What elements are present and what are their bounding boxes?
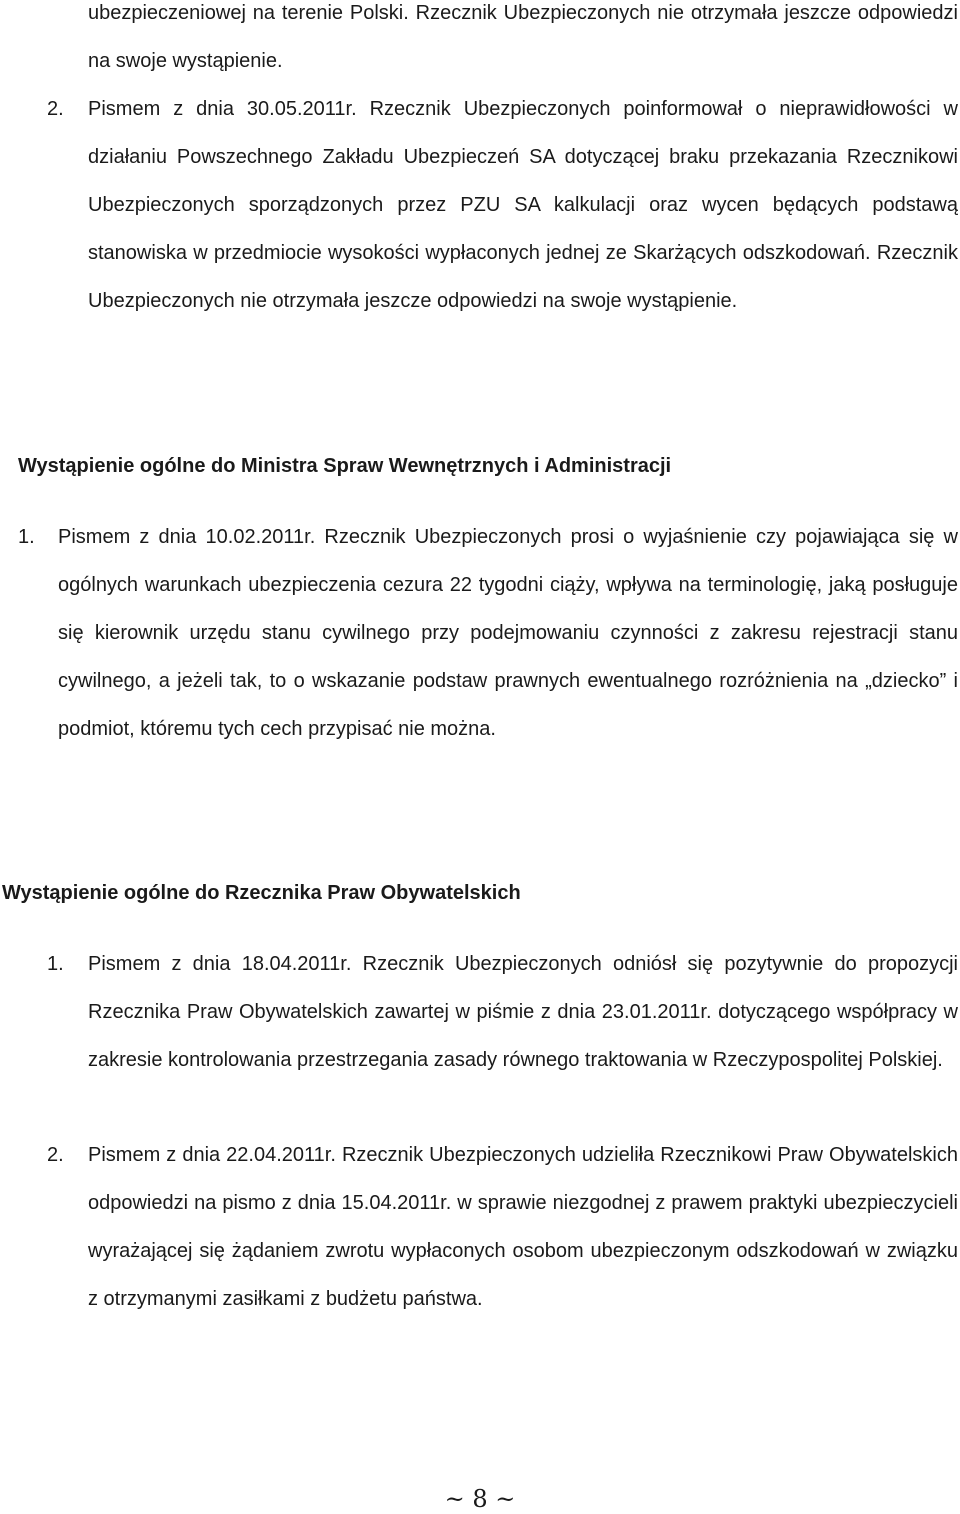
list-item-number: 2.	[47, 98, 64, 120]
list-item-number: 1.	[18, 526, 35, 548]
list-item-text: Pismem z dnia 22.04.2011r. Rzecznik Ubezpieczonych udzieliła Rzecznikowi Praw Obywatelskich odpowiedzi na pismo z dnia 15.04.2011r. w sprawie niezgodnej z prawem praktyki ubezpieczycieli wyrażającej się żądaniem zwrotu wypłaconych osobom ubezpieczonym odszkodowań w związku z otrzymanymi zasiłkami z budżetu państwa.	[88, 1144, 958, 1310]
section-heading-rpo: Wystąpienie ogólne do Rzecznika Praw Obywatelskich	[2, 882, 521, 904]
section-heading-mswia: Wystąpienie ogólne do Ministra Spraw Wewnętrznych i Administracji	[18, 455, 672, 477]
list-item-text: Pismem z dnia 18.04.2011r. Rzecznik Ubezpieczonych odniósł się pozytywnie do propozycji Rzecznika Praw Obywatelskich zawartej w piśmie z dnia 23.01.2011r. dotyczącego współpracy w zakresie kontrolowania przestrzegania zasady równego traktowania w Rzeczypospolitej Polskiej.	[88, 953, 958, 1071]
page-number: ~ 8 ~	[444, 1485, 516, 1513]
list-item-text: Pismem z dnia 10.02.2011r. Rzecznik Ubezpieczonych prosi o wyjaśnienie czy pojawiająca się w ogólnych warunkach ubezpieczenia cezura 22 tygodni ciąży, wpływa na terminologię, jaką posługuje się kierownik urzędu stanu cywilnego przy podejmowaniu czynności z zakresu rejestracji stanu cywilnego, a jeżeli tak, to o wskazanie podstaw prawnych ewentualnego rozróżnienia na „dziecko” i podmiot, któremu tych cech przypisać nie można.	[58, 526, 958, 740]
list-item-number: 1.	[47, 953, 64, 975]
list-item-text: Pismem z dnia 30.05.2011r. Rzecznik Ubezpieczonych poinformował o nieprawidłowości w działaniu Powszechnego Zakładu Ubezpieczeń SA dotyczącej braku przekazania Rzecznikowi Ubezpieczonych sporządzonych przez PZU SA kalkulacji oraz wycen będących podstawą stanowiska w przedmiocie wysokości wypłaconych jednej ze Skarżących odszkodowań. Rzecznik Ubezpieczonych nie otrzymała jeszcze odpowiedzi na swoje wystąpienie.	[88, 98, 958, 312]
continuation-paragraph: ubezpieczeniowej na terenie Polski. Rzecznik Ubezpieczonych nie otrzymała jeszcze odpowiedzi na swoje wystąpienie.	[88, 2, 958, 72]
list-item-number: 2.	[47, 1144, 64, 1166]
